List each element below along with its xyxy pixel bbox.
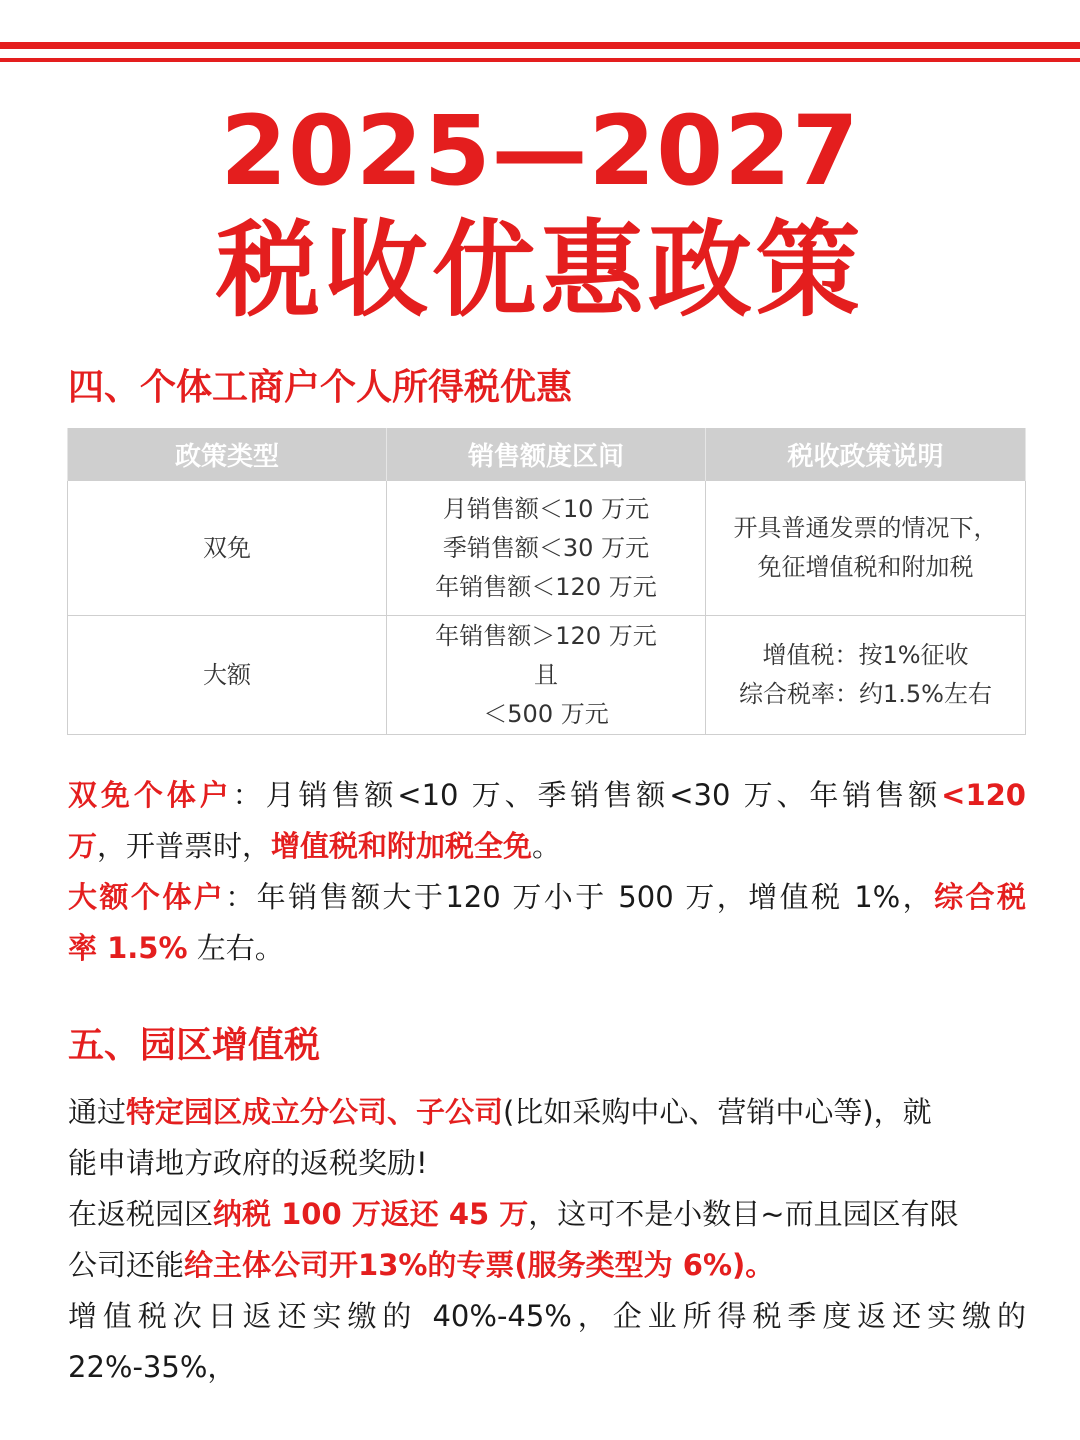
range-line: 月销售额＜10 万元	[442, 494, 650, 523]
cell-desc	[706, 481, 1026, 616]
policy-table	[67, 428, 1026, 735]
desc-line: 开具普通发票的情况下，	[733, 514, 998, 542]
note-text: ，开普票时，	[97, 829, 272, 863]
body-line: 增值税次日返还实缴的 40%-45%，企业所得税季度返还实缴的	[68, 1299, 1026, 1333]
title-years: 2025—2027	[220, 95, 860, 207]
table-row	[68, 481, 1026, 616]
body-text: (比如采购中心、营销中心等)，就	[503, 1095, 932, 1129]
body-line: 能申请地方政府的返税奖励!	[68, 1146, 428, 1180]
table-header-row	[68, 428, 1026, 481]
body-highlight: 纳税 100 万返还 45 万	[213, 1197, 529, 1231]
cell-range	[387, 481, 706, 616]
table-row	[68, 616, 1026, 735]
note-text: 。	[532, 829, 562, 863]
body-text: ，这可不是小数目~而且园区有限	[528, 1197, 959, 1231]
body-line	[68, 1087, 1026, 1138]
body-text: 在返税园区	[68, 1197, 214, 1231]
section-5-body	[68, 1087, 1026, 1393]
label-large-amount: 大额个体户	[68, 880, 226, 914]
top-red-stripe	[0, 42, 1080, 49]
desc-line: 免征增值税和附加税	[757, 553, 974, 581]
body-line: 22%-35%，	[68, 1350, 237, 1384]
section-4-notes	[68, 770, 1026, 974]
range-line: 年销售额＜120 万元	[435, 572, 657, 601]
top-red-thin-stripe	[0, 58, 1080, 62]
body-line	[68, 1189, 1026, 1240]
header-policy-desc: 税收政策说明	[706, 428, 1026, 481]
note-line	[68, 770, 1026, 821]
header-policy-type: 政策类型	[68, 428, 387, 481]
range-line: 年销售额＞120 万元	[435, 621, 657, 650]
section-5-heading: 五、园区增值税	[68, 1025, 321, 1066]
note-text: ：年销售额大于120 万小于 500 万，增值税 1%，	[225, 880, 935, 914]
note-highlight: 万	[68, 829, 98, 863]
note-line	[68, 821, 1026, 872]
note-highlight: 率 1.5%	[68, 931, 188, 965]
note-line	[68, 872, 1026, 923]
note-highlight: <120	[941, 778, 1026, 812]
note-highlight: 综合税	[934, 880, 1026, 914]
body-text: 通过	[68, 1095, 127, 1129]
body-highlight: 特定园区成立分公司、子公司	[126, 1095, 504, 1129]
note-highlight: 增值税和附加税全免	[271, 829, 533, 863]
desc-line: 综合税率：约1.5%左右	[739, 680, 992, 708]
range-line: 且	[534, 660, 558, 689]
note-text: ：月销售额<10 万、季销售额<30 万、年销售额	[232, 778, 942, 812]
note-line	[68, 923, 1026, 974]
cell-range	[387, 616, 706, 735]
range-line: 季销售额＜30 万元	[442, 533, 650, 562]
cell-desc	[706, 616, 1026, 735]
cell-type: 双免	[68, 481, 387, 616]
desc-line: 增值税：按1%征收	[762, 641, 969, 669]
label-double-exempt: 双免个体户	[68, 778, 233, 812]
body-line	[68, 1240, 1026, 1291]
section-4-heading: 四、个体工商户个人所得税优惠	[68, 367, 573, 408]
body-text: 公司还能	[68, 1248, 185, 1282]
cell-type: 大额	[68, 616, 387, 735]
page-title: 税收优惠政策	[215, 209, 864, 331]
header-sales-range: 销售额度区间	[387, 428, 706, 481]
note-text: 左右。	[187, 931, 284, 965]
range-line: ＜500 万元	[483, 699, 609, 728]
body-highlight: 给主体公司开13%的专票(服务类型为 6%)。	[184, 1248, 775, 1282]
